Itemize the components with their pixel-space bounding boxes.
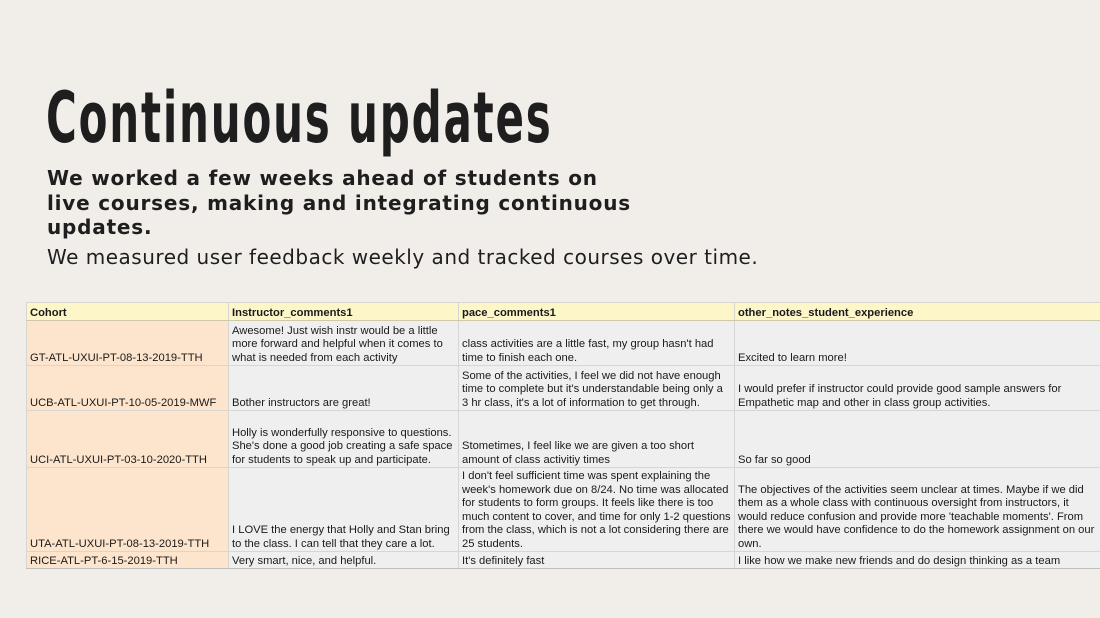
cohort-cell[interactable]: UTA-ATL-UXUI-PT-08-13-2019-TTH: [27, 468, 229, 552]
cohort-cell[interactable]: RICE-ATL-PT-6-15-2019-TTH: [27, 552, 229, 569]
instructor-comment-cell[interactable]: Awesome! Just wish instr would be a little more forward and helpful when it comes to what is needed from each activity: [229, 321, 459, 366]
header-pace-comments[interactable]: pace_comments1: [459, 303, 735, 321]
instructor-comment-cell[interactable]: Holly is wonderfully responsive to questions. She's done a good job creating a safe space for students to speak up and participate.: [229, 411, 459, 468]
slide-title: Continuous updates: [46, 77, 553, 159]
other-notes-cell[interactable]: I would prefer if instructor could provide good sample answers for Empathetic map and other in class group activities.: [735, 366, 1100, 411]
instructor-comment-cell[interactable]: Very smart, nice, and helpful.: [229, 552, 459, 569]
other-notes-cell[interactable]: So far so good: [735, 411, 1100, 468]
other-notes-cell[interactable]: Excited to learn more!: [735, 321, 1100, 366]
feedback-spreadsheet: [26, 302, 1100, 569]
cohort-cell[interactable]: UCI-ATL-UXUI-PT-03-10-2020-TTH: [27, 411, 229, 468]
header-cohort[interactable]: Cohort: [27, 303, 229, 321]
table-row: [27, 468, 1100, 552]
cohort-cell[interactable]: GT-ATL-UXUI-PT-08-13-2019-TTH: [27, 321, 229, 366]
header-row: [27, 303, 1100, 321]
table-row: [27, 552, 1100, 569]
pace-comment-cell[interactable]: Some of the activities, I feel we did not have enough time to complete but it's understandable being only a 3 hr class, it's a lot of information to get through.: [459, 366, 735, 411]
header-instructor-comments[interactable]: Instructor_comments1: [229, 303, 459, 321]
other-notes-cell[interactable]: The objectives of the activities seem unclear at times. Maybe if we did them as a whole class with continuous oversight from instructors, it would reduce confusion and provide more 'teachable moments'. From there we would have confidence to do the homework assignment on our own.: [735, 468, 1100, 552]
pace-comment-cell[interactable]: It's definitely fast: [459, 552, 735, 569]
table-row: [27, 411, 1100, 468]
other-notes-cell[interactable]: I like how we make new friends and do design thinking as a team: [735, 552, 1100, 569]
slide-body-text: We measured user feedback weekly and tracked courses over time.: [47, 245, 759, 269]
instructor-comment-cell[interactable]: I LOVE the energy that Holly and Stan bring to the class. I can tell that they care a lot.: [229, 468, 459, 552]
table-row: [27, 366, 1100, 411]
pace-comment-cell[interactable]: I don't feel sufficient time was spent explaining the week's homework due on 8/24. No time was allocated for students to form groups. It feels like there is too much content to cover, and time for only 1-2 questions from the class, which is not a lot considering there are 25 students.: [459, 468, 735, 552]
table-row: [27, 321, 1100, 366]
cohort-cell[interactable]: UCB-ATL-UXUI-PT-10-05-2019-MWF: [27, 366, 229, 411]
slide-subtitle: We worked a few weeks ahead of students on live courses, making and integrating continuous updates.: [47, 166, 631, 239]
instructor-comment-cell[interactable]: Bother instructors are great!: [229, 366, 459, 411]
header-other-notes[interactable]: other_notes_student_experience: [735, 303, 1100, 321]
pace-comment-cell[interactable]: class activities are a little fast, my group hasn't had time to finish each one.: [459, 321, 735, 366]
pace-comment-cell[interactable]: Stometimes, I feel like we are given a too short amount of class activitiy times: [459, 411, 735, 468]
